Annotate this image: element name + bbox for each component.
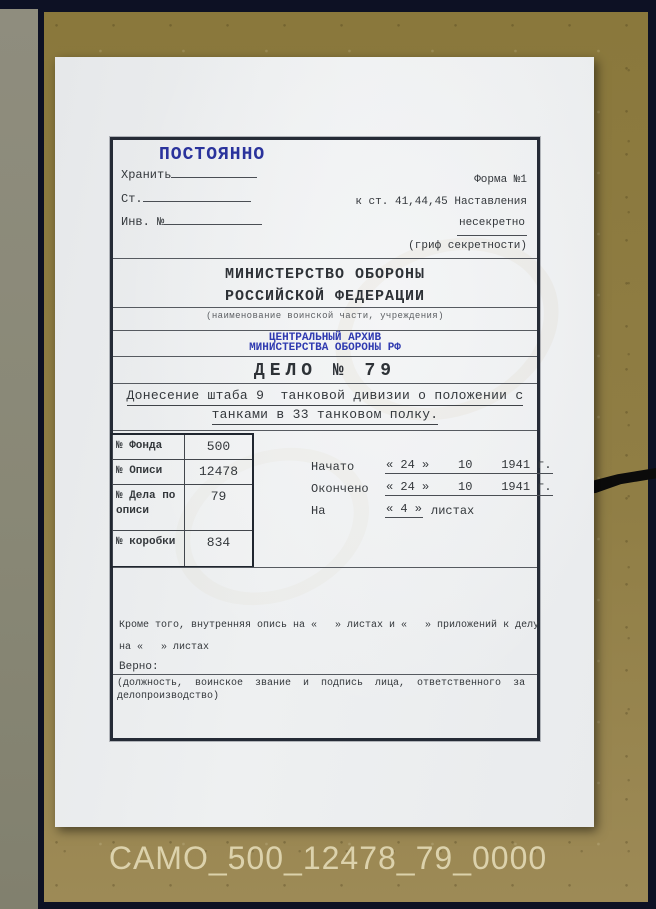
signature-caption-line2: делопроизводство) <box>117 691 220 702</box>
inner-inventory-note-line2: на « » листах <box>119 642 210 653</box>
opis-label: № Описи <box>112 460 185 484</box>
inventory-label: Инв. № <box>121 215 165 229</box>
case-title-line2: танками в 33 танковом полку. <box>212 406 439 425</box>
started-row <box>311 458 553 474</box>
archive-stamp-line2: МИНИСТЕРСТВА ОБОРОНЫ РФ <box>249 342 401 354</box>
form-reference-block <box>355 170 527 257</box>
divider-line <box>113 330 537 331</box>
delo-po-opisi-label: № Дела по описи <box>112 485 185 530</box>
korobka-value: 834 <box>206 535 231 550</box>
finished-value: « 24 » 10 1941 г. <box>386 480 552 494</box>
dates-block <box>311 458 553 524</box>
keep-field <box>121 166 257 182</box>
secrecy-marking: несекретно <box>457 213 527 236</box>
ministry-name-line2: РОССИЙСКОЙ ФЕДЕРАЦИИ <box>224 288 426 305</box>
divider-line <box>113 383 537 384</box>
korobka-label: № коробки <box>112 531 185 566</box>
regulation-reference: к ст. 41,44,45 Наставления <box>355 195 527 208</box>
paper-sheet <box>55 57 594 827</box>
delo-po-opisi-value: 79 <box>210 489 227 504</box>
table-row <box>112 531 252 566</box>
verno-label: Верно: <box>119 661 159 673</box>
divider-line <box>113 430 537 431</box>
blank-line <box>164 213 262 225</box>
divider-line <box>113 356 537 357</box>
table-row <box>112 485 252 531</box>
archive-stamp-line1: ЦЕНТРАЛЬНЫЙ АРХИВ <box>268 332 382 344</box>
ministry-name-line1: МИНИСТЕРСТВО ОБОРОНЫ <box>224 266 426 283</box>
sheets-row <box>311 502 553 518</box>
started-value: « 24 » 10 1941 г. <box>386 458 552 472</box>
sheets-value: « 4 » <box>386 502 423 516</box>
form-frame <box>110 137 552 741</box>
permanent-stamp: ПОСТОЯННО <box>159 145 266 165</box>
sheets-label: На <box>311 504 326 518</box>
unit-caption: (наименование воинской части, учреждения) <box>206 311 444 321</box>
secrecy-caption: (гриф секретности) <box>408 239 527 252</box>
inventory-field <box>121 213 262 229</box>
scan-id-watermark: CAMO_500_12478_79_0000 <box>108 840 548 876</box>
scanner-strip <box>0 9 38 909</box>
started-label: Начато <box>311 460 355 474</box>
table-row <box>112 435 252 460</box>
case-number: ДЕЛО № 79 <box>253 361 397 381</box>
opis-value: 12478 <box>198 464 238 479</box>
divider-line <box>113 567 537 568</box>
divider-line <box>113 307 537 308</box>
signature-line <box>113 674 537 675</box>
case-title-line1: Донесение штаба 9 танковой дивизии о положении с <box>127 387 524 406</box>
form-number: Форма №1 <box>474 174 527 186</box>
finished-label: Окончено <box>311 482 369 496</box>
blank-line <box>171 166 257 178</box>
fond-label: № Фонда <box>112 435 185 459</box>
signature-caption-line1: (должность, воинское звание и подпись лица, ответственного за <box>117 678 526 689</box>
inner-inventory-note-line1: Кроме того, внутренняя опись на « » листах и « » приложений к делу <box>119 620 540 631</box>
registry-table <box>110 433 254 568</box>
blank-line <box>143 190 251 202</box>
fond-value: 500 <box>206 439 231 454</box>
finished-row <box>311 480 553 496</box>
table-row <box>112 460 252 485</box>
st-field <box>121 190 251 206</box>
sheets-suffix: листах <box>431 504 475 518</box>
st-label: Ст. <box>121 192 143 206</box>
archive-stamp <box>113 333 537 353</box>
divider-line <box>113 258 537 259</box>
case-title <box>113 387 537 425</box>
keep-label: Хранить <box>121 168 172 182</box>
